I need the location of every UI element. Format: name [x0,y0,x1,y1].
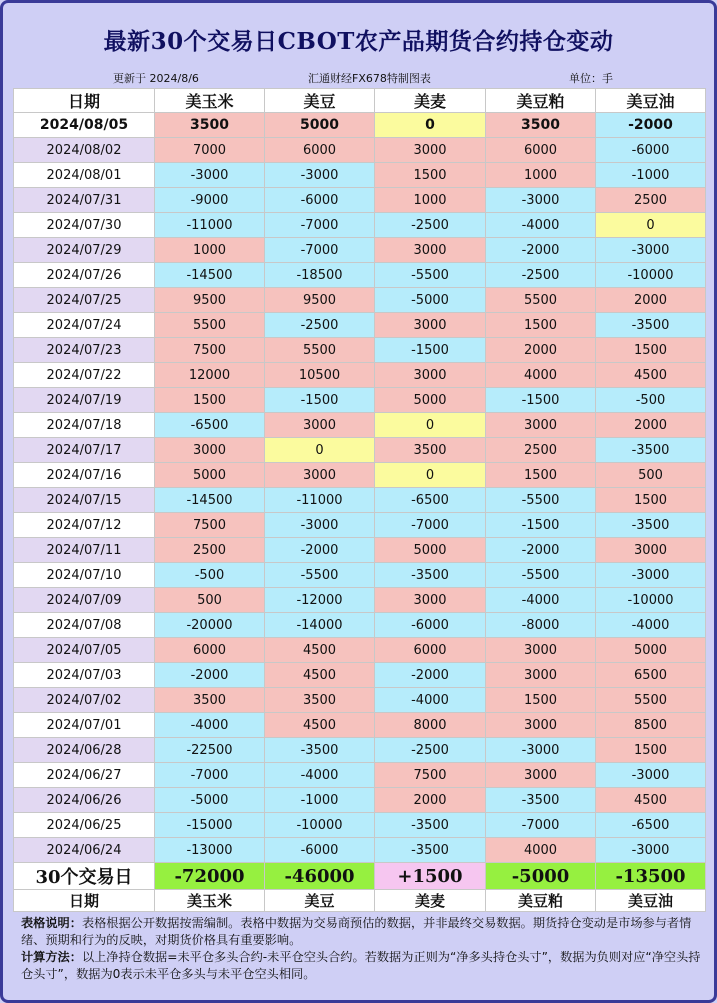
value-cell: 0 [375,413,486,438]
value-cell: 1500 [596,738,706,763]
value-cell: -3500 [375,813,486,838]
table-row [14,238,706,263]
value-cell: -6000 [265,188,375,213]
footer-column: 美豆油 [596,890,706,912]
row-date: 2024/07/16 [14,463,155,488]
value-cell: 6000 [155,638,265,663]
value-cell: -2500 [375,213,486,238]
value-cell: 7500 [155,513,265,538]
header-date: 日期 [14,89,155,113]
value-cell: -18500 [265,263,375,288]
value-cell: -5000 [155,788,265,813]
table-row [14,263,706,288]
value-cell: -4000 [265,763,375,788]
table-row [14,738,706,763]
value-cell: 3000 [375,138,486,163]
value-cell: 9500 [265,288,375,313]
notes-calculation-label: 计算方法： [21,950,82,964]
value-cell: 3000 [265,413,375,438]
row-date: 2024/06/28 [14,738,155,763]
table-row [14,288,706,313]
value-cell: 3000 [486,713,596,738]
value-cell: 1000 [486,163,596,188]
value-cell: 4500 [265,663,375,688]
table-footer [14,890,706,912]
notes-description-label: 表格说明： [21,916,82,930]
table-row [14,313,706,338]
notes-calculation [21,949,705,983]
value-cell: 10500 [265,363,375,388]
table-row [14,813,706,838]
value-cell: -1500 [486,513,596,538]
table-row [14,213,706,238]
value-cell: -3000 [596,238,706,263]
row-date: 2024/07/23 [14,338,155,363]
value-cell: 3000 [155,438,265,463]
value-cell: 6000 [486,138,596,163]
value-cell: -3000 [596,763,706,788]
total-value: +1500 [375,863,486,890]
table-row [14,538,706,563]
table-row [14,413,706,438]
value-cell: 3000 [486,763,596,788]
value-cell: 3000 [486,663,596,688]
value-cell: 5000 [265,113,375,138]
value-cell: -5500 [265,563,375,588]
value-cell: -11000 [155,213,265,238]
table-row [14,588,706,613]
value-cell: -14000 [265,613,375,638]
value-cell: -2500 [486,263,596,288]
value-cell: -2500 [375,738,486,763]
row-date: 2024/07/18 [14,413,155,438]
value-cell: 5000 [596,638,706,663]
total-row [14,863,706,890]
row-date: 2024/07/26 [14,263,155,288]
header-soyoil: 美豆油 [596,89,706,113]
value-cell: -5500 [486,563,596,588]
total-label: 30个交易日 [14,863,155,890]
value-cell: -3000 [486,738,596,763]
total-value: -46000 [265,863,375,890]
header-soymeal: 美豆粕 [486,89,596,113]
value-cell: -6000 [265,838,375,863]
value-cell: 3000 [375,238,486,263]
value-cell: -10000 [596,263,706,288]
value-cell: -2000 [486,538,596,563]
header-corn: 美玉米 [155,89,265,113]
table-header [14,89,706,113]
notes-calculation-text: 以上净持仓数据=未平仓多头合约-未平仓空头合约。若数据为正则为“净多头持仓头寸”，数据为负则对应“净空头持仓头寸”，数据为0表示未平仓多头与未平仓空头相同。 [21,950,701,981]
row-date: 2024/07/12 [14,513,155,538]
value-cell: 0 [375,113,486,138]
row-date: 2024/07/24 [14,313,155,338]
value-cell: 5000 [155,463,265,488]
value-cell: -2000 [596,113,706,138]
notes-section [21,915,705,983]
value-cell: -7000 [155,763,265,788]
row-date: 2024/07/08 [14,613,155,638]
table-row [14,363,706,388]
footer-column: 美豆粕 [486,890,596,912]
table-row [14,763,706,788]
row-date: 2024/07/10 [14,563,155,588]
header-wheat: 美麦 [375,89,486,113]
latest-date: 2024/08/05 [14,113,155,138]
value-cell: -22500 [155,738,265,763]
table-row [14,338,706,363]
value-cell: -2500 [265,313,375,338]
value-cell: -5000 [375,288,486,313]
table-row [14,713,706,738]
value-cell: -3000 [155,163,265,188]
row-date: 2024/07/09 [14,588,155,613]
value-cell: 1500 [375,163,486,188]
value-cell: 9500 [155,288,265,313]
value-cell: -3500 [375,563,486,588]
table-row [14,638,706,663]
row-date: 2024/07/02 [14,688,155,713]
value-cell: 5500 [486,288,596,313]
value-cell: -500 [596,388,706,413]
value-cell: 2000 [596,288,706,313]
value-cell: -7000 [486,813,596,838]
value-cell: -9000 [155,188,265,213]
latest-row [14,113,706,138]
value-cell: 3500 [155,113,265,138]
value-cell: -3000 [596,563,706,588]
row-date: 2024/07/30 [14,213,155,238]
value-cell: 2000 [375,788,486,813]
value-cell: -4000 [486,588,596,613]
value-cell: 5000 [375,388,486,413]
total-value: -13500 [596,863,706,890]
value-cell: -2000 [265,538,375,563]
value-cell: 1500 [155,388,265,413]
table-row [14,163,706,188]
table-row [14,563,706,588]
value-cell: 4000 [486,363,596,388]
value-cell: 500 [596,463,706,488]
value-cell: -3500 [596,438,706,463]
value-cell: 1500 [486,313,596,338]
row-date: 2024/07/11 [14,538,155,563]
value-cell: 0 [265,438,375,463]
footer-column: 美豆 [265,890,375,912]
value-cell: 0 [375,463,486,488]
value-cell: -3000 [265,513,375,538]
value-cell: 6000 [375,638,486,663]
value-cell: 3000 [265,463,375,488]
value-cell: -7000 [375,513,486,538]
row-date: 2024/06/27 [14,763,155,788]
value-cell: -14500 [155,263,265,288]
table-row [14,663,706,688]
value-cell: 5500 [596,688,706,713]
value-cell: 1000 [155,238,265,263]
value-cell: -3500 [596,313,706,338]
value-cell: 7500 [375,763,486,788]
table-row [14,488,706,513]
row-date: 2024/08/01 [14,163,155,188]
value-cell: 2000 [596,413,706,438]
value-cell: -4000 [596,613,706,638]
page-title: 最新30个交易日CBOT农产品期货合约持仓变动 [103,28,614,55]
value-cell: -3500 [375,838,486,863]
value-cell: 2500 [486,438,596,463]
value-cell: -1500 [265,388,375,413]
value-cell: -13000 [155,838,265,863]
value-cell: 6500 [596,663,706,688]
update-date: 更新于 2024/8/6 [113,72,199,85]
row-date: 2024/06/24 [14,838,155,863]
table-row [14,788,706,813]
value-cell: -2000 [155,663,265,688]
table-row [14,613,706,638]
value-cell: -500 [155,563,265,588]
value-cell: -3500 [486,788,596,813]
value-cell: -3500 [596,513,706,538]
value-cell: -14500 [155,488,265,513]
table-row [14,388,706,413]
value-cell: 3000 [375,313,486,338]
value-cell: -6500 [375,488,486,513]
positions-table [13,88,706,912]
row-date: 2024/07/29 [14,238,155,263]
value-cell: -3000 [596,838,706,863]
value-cell: 8500 [596,713,706,738]
value-cell: 5500 [265,338,375,363]
header-soybean: 美豆 [265,89,375,113]
value-cell: -3500 [265,738,375,763]
value-cell: -6000 [596,138,706,163]
value-cell: -7000 [265,238,375,263]
table-row [14,838,706,863]
row-date: 2024/07/17 [14,438,155,463]
table-row [14,438,706,463]
value-cell: -3000 [265,163,375,188]
value-cell: 0 [596,213,706,238]
value-cell: 6000 [265,138,375,163]
notes-description [21,915,705,949]
notes-description-text: 表格根据公开数据按需编制。表格中数据为交易商预估的数据，并非最终交易数据。期货持仓变动是市场参与者情绪、预期和行为的反映，对期货价格具有重要影响。 [21,916,692,947]
footer-column: 美麦 [375,890,486,912]
value-cell: 7000 [155,138,265,163]
value-cell: -5500 [486,488,596,513]
value-cell: -10000 [265,813,375,838]
value-cell: -4000 [155,713,265,738]
row-date: 2024/07/22 [14,363,155,388]
value-cell: -1500 [486,388,596,413]
value-cell: 5000 [375,538,486,563]
value-cell: 3000 [486,638,596,663]
value-cell: -1000 [265,788,375,813]
value-cell: 4500 [596,363,706,388]
value-cell: -12000 [265,588,375,613]
value-cell: -15000 [155,813,265,838]
value-cell: 1500 [486,463,596,488]
table-row [14,463,706,488]
value-cell: 4500 [596,788,706,813]
value-cell: -6500 [155,413,265,438]
source-label: 汇通财经FX678特制图表 [308,72,431,85]
value-cell: -1500 [375,338,486,363]
value-cell: -3000 [486,188,596,213]
value-cell: 2000 [486,338,596,363]
row-date: 2024/07/15 [14,488,155,513]
value-cell: 1500 [596,338,706,363]
value-cell: 3500 [486,113,596,138]
table-row [14,688,706,713]
value-cell: 3500 [375,438,486,463]
table-row [14,188,706,213]
value-cell: 5500 [155,313,265,338]
value-cell: -10000 [596,588,706,613]
value-cell: 1500 [486,688,596,713]
row-date: 2024/07/31 [14,188,155,213]
value-cell: -7000 [265,213,375,238]
value-cell: 2500 [155,538,265,563]
value-cell: 4500 [265,638,375,663]
value-cell: 8000 [375,713,486,738]
table-row [14,138,706,163]
row-date: 2024/08/02 [14,138,155,163]
value-cell: -4000 [486,213,596,238]
value-cell: 1000 [375,188,486,213]
value-cell: 3500 [265,688,375,713]
unit-label: 单位：手 [569,72,613,85]
value-cell: -11000 [265,488,375,513]
value-cell: -4000 [375,688,486,713]
value-cell: 3000 [375,588,486,613]
row-date: 2024/07/03 [14,663,155,688]
value-cell: -6500 [596,813,706,838]
value-cell: 12000 [155,363,265,388]
value-cell: 4000 [486,838,596,863]
row-date: 2024/07/01 [14,713,155,738]
value-cell: -2000 [486,238,596,263]
footer-column: 美玉米 [155,890,265,912]
row-date: 2024/07/19 [14,388,155,413]
value-cell: 3500 [155,688,265,713]
value-cell: 4500 [265,713,375,738]
table-row [14,513,706,538]
value-cell: 3000 [486,413,596,438]
row-date: 2024/07/25 [14,288,155,313]
value-cell: 3000 [375,363,486,388]
value-cell: -2000 [375,663,486,688]
row-date: 2024/07/05 [14,638,155,663]
value-cell: -1000 [596,163,706,188]
value-cell: 2500 [596,188,706,213]
value-cell: 7500 [155,338,265,363]
row-date: 2024/06/25 [14,813,155,838]
total-value: -5000 [486,863,596,890]
value-cell: -20000 [155,613,265,638]
value-cell: 500 [155,588,265,613]
total-value: -72000 [155,863,265,890]
value-cell: -5500 [375,263,486,288]
value-cell: -6000 [375,613,486,638]
footer-date: 日期 [14,890,155,912]
value-cell: 1500 [596,488,706,513]
value-cell: 3000 [596,538,706,563]
value-cell: -8000 [486,613,596,638]
row-date: 2024/06/26 [14,788,155,813]
